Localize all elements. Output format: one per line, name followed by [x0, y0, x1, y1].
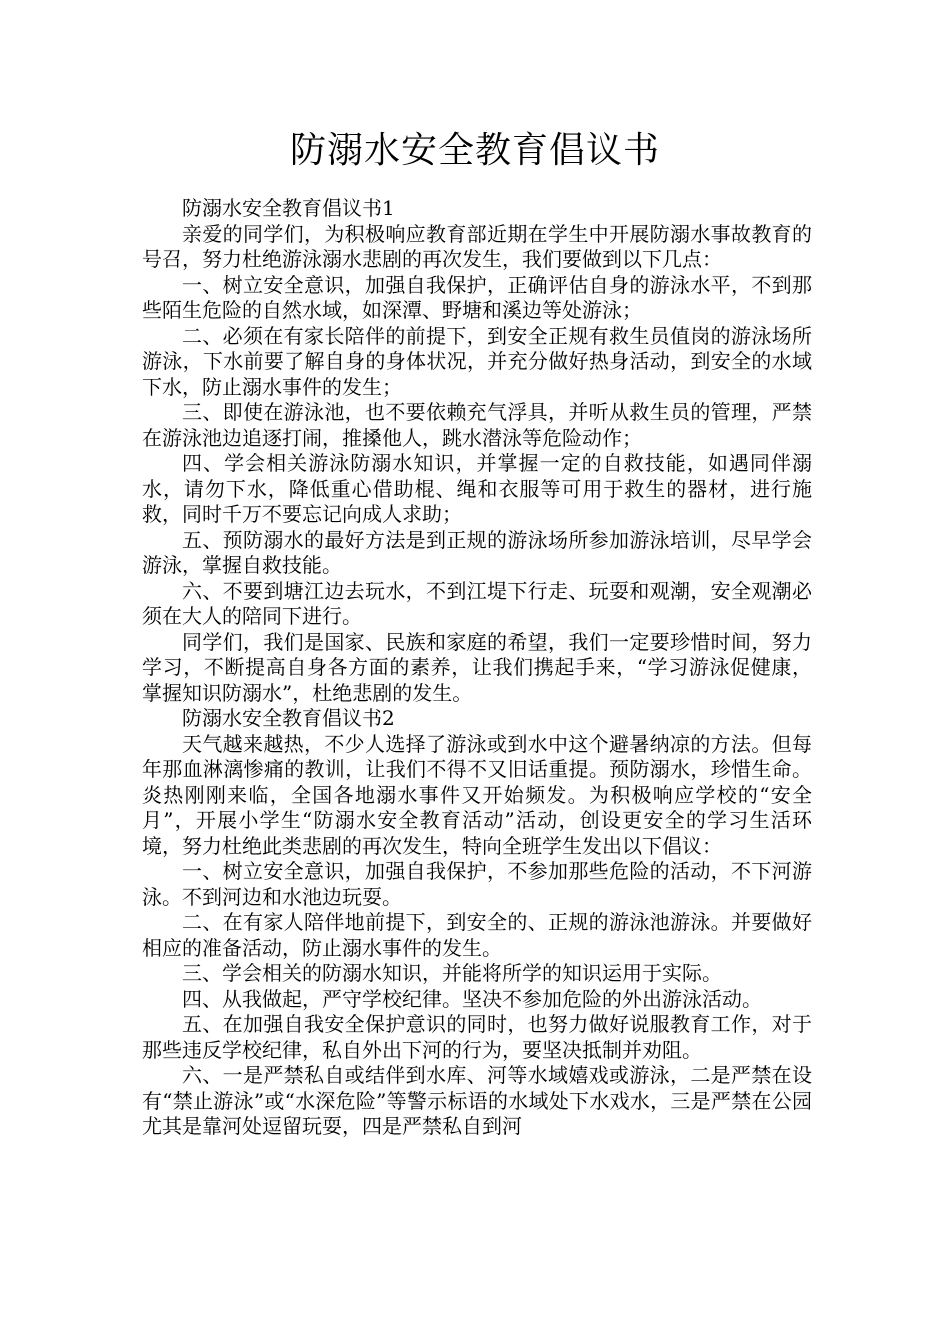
- document-title: 防溺水安全教育倡议书: [289, 130, 660, 171]
- paragraph-item-3: 三、即使在游泳池，也不要依赖充气浮具，并听从救生员的管理，严禁在游泳池边追逐打闹，推搡他人，跳水潜泳等危险动作；: [142, 400, 812, 450]
- paragraph-item-2-2: 二、在有家人陪伴地前提下，到安全的、正规的游泳池游泳。并要做好相应的准备活动，防止溺水事件的发生。: [142, 910, 812, 960]
- paragraph-item-2: 二、必须在有家长陪伴的前提下，到安全正规有救生员值岗的游泳场所游泳，下水前要了解自身的身体状况，并充分做好热身活动，到安全的水域下水，防止溺水事件的发生；: [142, 323, 812, 399]
- paragraph-closing: 同学们，我们是国家、民族和家庭的希望，我们一定要珍惜时间，努力学习，不断提高自身各方面的素养，让我们携起手来，“学习游泳促健康，掌握知识防溺水”，杜绝悲剧的发生。: [142, 629, 812, 705]
- paragraph-item-4: 四、学会相关游泳防溺水知识，并掌握一定的自救技能，如遇同伴溺水，请勿下水，降低重心借助棍、绳和衣服等可用于救生的器材，进行施救，同时千万不要忘记向成人求助；: [142, 451, 812, 526]
- section-heading-1: 防溺水安全教育倡议书1: [182, 196, 395, 220]
- paragraph-item-2-6: 六、一是严禁私自或结伴到水库、河等水域嬉戏或游泳，二是严禁在设有“禁止游泳”或“水深危险”等警示标语的水域处下水戏水，三是严禁在公园尤其是靠河处逗留玩耍，四是严禁私自到河: [142, 1063, 812, 1138]
- paragraph-item-6: 六、不要到塘江边去玩水，不到江堤下行走、玩耍和观潮，安全观潮必须在大人的陪同下进行。: [142, 578, 812, 628]
- paragraph-item-5: 五、预防溺水的最好方法是到正规的游泳场所参加游泳培训，尽早学会游泳，掌握自救技能。: [142, 527, 812, 577]
- paragraph-item-2-3: 三、学会相关的防溺水知识，并能将所学的知识运用于实际。: [182, 961, 722, 985]
- paragraph-item-2-5: 五、在加强自我安全保护意识的同时，也努力做好说服教育工作，对于那些违反学校纪律，私自外出下河的行为，要坚决抵制并劝阻。: [142, 1012, 812, 1062]
- paragraph-intro-2: 天气越来越热，不少人选择了游泳或到水中这个避暑纳凉的方法。但每年那血淋漓惨痛的教训，让我们不得不又旧话重提。预防溺水，珍惜生命。炎热刚刚来临，全国各地溺水事件又开始频发。为积极响应学校的“安全月”，开展小学生“防溺水安全教育活动”活动，创设更安全的学习生活环境，努力杜绝此类悲剧的再次发生，特向全班学生发出以下倡议：: [142, 731, 812, 858]
- paragraph-item-2-4: 四、从我做起，严守学校纪律。坚决不参加危险的外出游泳活动。: [182, 986, 762, 1011]
- paragraph-item-2-1: 一、树立安全意识，加强自我保护，不参加那些危险的活动，不下河游泳。不到河边和水池边玩耍。: [142, 859, 812, 909]
- section-heading-2: 防溺水安全教育倡议书2: [182, 706, 395, 730]
- paragraph-intro: 亲爱的同学们，为积极响应教育部近期在学生中开展防溺水事故教育的号召，努力杜绝游泳溺水悲剧的再次发生，我们要做到以下几点：: [142, 221, 812, 271]
- document-body: [142, 196, 812, 1140]
- paragraph-item-1: 一、树立安全意识，加强自我保护，正确评估自身的游泳水平，不到那些陌生危险的自然水域，如深潭、野塘和溪边等处游泳；: [142, 272, 812, 322]
